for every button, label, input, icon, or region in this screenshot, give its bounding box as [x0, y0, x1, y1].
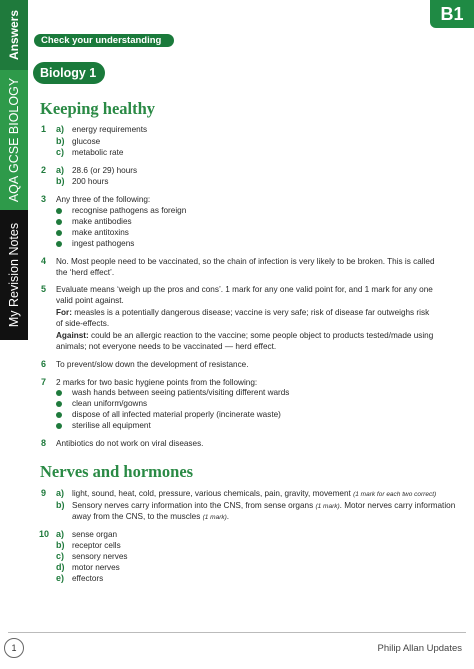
- bullet-icon: [56, 401, 62, 407]
- footer-divider: [8, 632, 466, 633]
- bullet-icon: [56, 390, 62, 396]
- question-number: 6: [41, 359, 47, 369]
- section-title-pill: Biology 1: [33, 62, 105, 84]
- answer-text: [72, 501, 455, 510]
- answers-label: Answers: [7, 9, 21, 61]
- bullet-icon: [56, 230, 62, 236]
- sub-label: c): [56, 551, 65, 561]
- sub-label: b): [56, 500, 65, 510]
- answer-text: effectors: [72, 574, 104, 583]
- my-revision-label: My Revision Notes: [7, 222, 21, 328]
- answers-band: [0, 0, 28, 70]
- page-number: 1: [4, 638, 24, 658]
- aqa-band: [0, 70, 28, 210]
- sub-label: a): [56, 124, 65, 134]
- sub-label: b): [56, 540, 65, 550]
- question-number: 7: [41, 377, 47, 387]
- answer-against-point: [56, 330, 436, 352]
- bullet-text: ingest pathogens: [72, 239, 135, 248]
- sub-label: e): [56, 573, 65, 583]
- question-number: 3: [41, 194, 47, 204]
- answer-text: energy requirements: [72, 125, 148, 134]
- bullet-icon: [56, 219, 62, 225]
- heading-keeping-healthy: Keeping healthy: [40, 99, 156, 118]
- bullet-text: recognise pathogens as foreign: [72, 206, 187, 215]
- answer-text: 200 hours: [72, 177, 109, 186]
- for-label: For:: [56, 308, 72, 317]
- bullet-icon: [56, 423, 62, 429]
- mark-note: (1 mark): [315, 503, 340, 510]
- bullet-icon: [56, 412, 62, 418]
- answer-text: Antibiotics do not work on viral diseases.: [56, 439, 204, 448]
- q9b-text: Sensory nerves carry information into the CNS, from sense organs: [72, 501, 316, 510]
- q9a-text: light, sound, heat, cold, pressure, various chemicals, pain, gravity, movement: [72, 489, 354, 498]
- answer-text: [72, 512, 229, 521]
- answer-text: 28.6 (or 29) hours: [72, 166, 138, 175]
- answer-for-point: [56, 307, 436, 329]
- my-revision-band: [0, 210, 28, 340]
- against-text: could be an allergic reaction to the vaccine; some people object to products tested/made using animals; not everyone needs to be vaccinated — herd effect.: [56, 331, 434, 351]
- heading-nerves-and-hormones: Nerves and hormones: [40, 462, 194, 481]
- question-number: 2: [41, 165, 47, 175]
- question-number: 4: [41, 256, 47, 266]
- for-text: measles is a potentially dangerous disease; vaccine is very safe; risk of disease far outweighs risk of side-effects.: [56, 308, 430, 328]
- bullet-icon: [56, 208, 62, 214]
- bullet-text: make antibodies: [72, 217, 132, 226]
- side-navigation-bar: [0, 0, 28, 669]
- answer-text: Evaluate means ‘weigh up the pros and cons’. 1 mark for any one valid point for, and 1 mark for any one valid point against.: [56, 285, 433, 305]
- sub-label: a): [56, 529, 65, 539]
- answer-text: sensory nerves: [72, 552, 128, 561]
- answer-text: glucose: [72, 137, 101, 146]
- sub-label: c): [56, 147, 65, 157]
- q9b-text: .: [226, 512, 230, 521]
- question-number: 5: [41, 284, 47, 294]
- bullet-text: make antitoxins: [72, 228, 129, 237]
- bullet-icon: [56, 241, 62, 247]
- question-number: 9: [41, 488, 47, 498]
- question-number: 8: [41, 438, 47, 448]
- bullet-text: sterilise all equipment: [72, 421, 151, 430]
- answer-text: Any three of the following:: [56, 195, 151, 204]
- question-number: 10: [39, 529, 50, 539]
- answer-text: [72, 489, 436, 498]
- question-number: 1: [41, 124, 47, 134]
- section-tab-b1: B1: [430, 0, 474, 28]
- aqa-label: AQA GCSE BIOLOGY: [7, 77, 21, 203]
- answer-text: No. Most people need to be vaccinated, so the chain of infection is very likely to be broken. This is called the ‘herd effect’.: [56, 257, 435, 277]
- bullet-text: wash hands between seeing patients/visiting different wards: [72, 388, 290, 397]
- bullet-text: clean uniform/gowns: [72, 399, 148, 408]
- bullet-text: dispose of all infected material properly (incinerate waste): [72, 410, 281, 419]
- mark-note: (1 mark): [202, 514, 227, 521]
- mark-note: (1 mark for each two correct): [353, 491, 437, 498]
- against-label: Against:: [56, 331, 89, 340]
- answer-text: motor nerves: [72, 563, 120, 572]
- check-understanding-label: Check your understanding: [34, 34, 174, 47]
- q9b-text: . Motor nerves carry information: [339, 501, 456, 510]
- answer-text: receptor cells: [72, 541, 121, 550]
- answer-text: To prevent/slow down the development of resistance.: [56, 360, 249, 369]
- answer-text: 2 marks for two basic hygiene points from the following:: [56, 378, 258, 387]
- sub-label: a): [56, 165, 65, 175]
- sub-label: b): [56, 176, 65, 186]
- sub-label: a): [56, 488, 65, 498]
- sub-label: d): [56, 562, 65, 572]
- q9b-text: away from the CNS, to the muscles: [72, 512, 203, 521]
- answer-text: metabolic rate: [72, 148, 124, 157]
- publisher-name: Philip Allan Updates: [377, 643, 462, 654]
- sub-label: b): [56, 136, 65, 146]
- answer-text: sense organ: [72, 530, 118, 539]
